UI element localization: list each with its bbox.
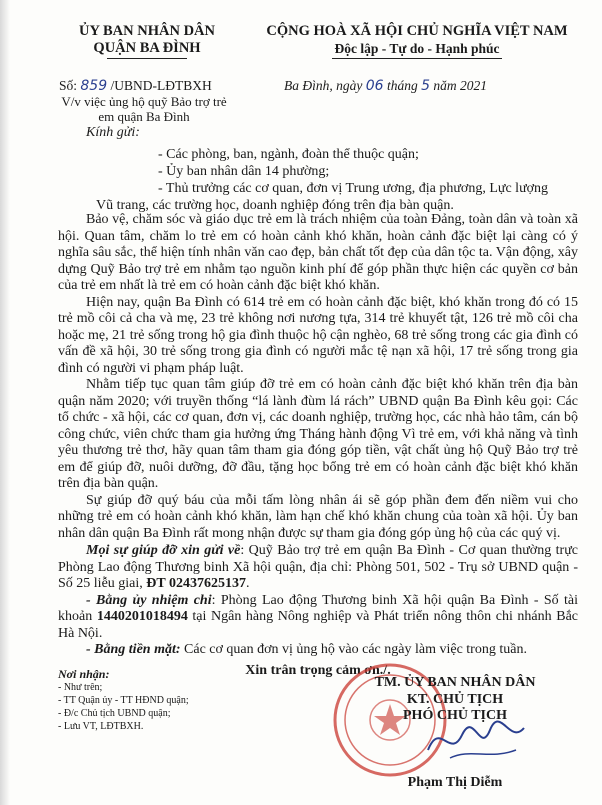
motto-underline: [332, 58, 502, 59]
paragraph-cash: [58, 642, 578, 659]
document-date: [284, 78, 487, 94]
receivers-title: Nơi nhận:: [58, 667, 110, 681]
handwritten-signature-icon: [420, 710, 530, 770]
org-underline: [107, 58, 187, 59]
cash-text: Các cơ quan đơn vị ủng hộ vào các ngày làm việc trong tuần.: [180, 642, 527, 657]
paragraph-transfer: [58, 593, 578, 643]
number-suffix: /UBND-LĐTBXH: [110, 78, 212, 93]
handwritten-number: 859: [80, 78, 108, 94]
signatory-name: Phạm Thị Diễm: [407, 775, 503, 790]
receiver-item: - TT Quận ủy - TT HĐND quận;: [58, 695, 189, 706]
document-number: [59, 78, 212, 94]
signature-line-2: KT. CHỦ TỊCH: [406, 691, 504, 707]
handwritten-month: 5: [421, 78, 431, 94]
paragraph-2: Hiện nay, quận Ba Đình có 614 trẻ em có hoàn cảnh đặc biệt, khó khăn trong đó có 15 trẻ mồ côi cả cha và mẹ, 23 trẻ không nơi nương tựa, 314 trẻ khuyết tật, 126 trẻ mồ côi cha hoặc mẹ, 21 trẻ sống trong hộ gia đình thuộc hộ cận nghèo, 68 trẻ sống trong các gia đình có vấn đề xã hội, 30 trẻ sống trong gia đình có người mắc tệ nạn xã hội, 17 trẻ sống trong gia đình có người vi phạm pháp luật.: [58, 294, 578, 376]
contact-end: .: [245, 576, 250, 591]
receiver-item: - Như trên;: [58, 682, 103, 693]
number-prefix: Số:: [59, 78, 78, 93]
national-header: [258, 23, 576, 59]
closing-line: Xin trân trọng cảm ơn./.: [245, 662, 391, 678]
nation-motto: Độc lập - Tự do - Hạnh phúc: [334, 41, 500, 56]
recipient-continuation: Vũ trang, các trường học, doanh nghiệp đóng trên địa bàn quận.: [96, 198, 454, 213]
signature-line-1: TM. ỦY BAN NHÂN DÂN: [374, 675, 536, 690]
cash-label: - Bằng tiền mặt:: [86, 642, 181, 657]
handwritten-day: 06: [365, 78, 384, 94]
paragraph-contact: [58, 543, 578, 593]
page-edge-shadow: [0, 0, 10, 805]
paragraph-3: Nhằm tiếp tục quan tâm giúp đỡ trẻ em có hoàn cảnh đặc biệt khó khăn trên địa bàn quận năm 2020; với truyền thống “lá lành đùm lá rách” UBND quận Ba Đình kêu gọi: Các tổ chức - xã hội, các cơ quan, đơn vị, các doanh nghiệp, trường học, các nhà hảo tâm, cán bộ công chức, viên chức tham gia hưởng ứng Tháng hành động Vì trẻ em, với khả năng và tình yêu thương trẻ thơ, hãy quan tâm tham gia đóng góp tiền, vật chất ủng hộ Quỹ Bảo trợ trẻ em để giúp đỡ, nuôi dưỡng, đỡ đầu, tặng học bổng trẻ em có hoàn cảnh đặc biệt khó khăn trên địa bàn quận.: [58, 377, 578, 491]
org-line-1: ỦY BAN NHÂN DÂN: [78, 23, 215, 39]
letter-body: [58, 212, 578, 679]
transfer-label: - Bằng ủy nhiệm chi: [86, 592, 212, 608]
date-place: Ba Đình, ngày: [284, 78, 363, 93]
document-subject: V/v việc ủng hộ quỹ Bảo trợ trẻ em quận Ba Đình: [61, 94, 227, 124]
signature-line-3: PHÓ CHỦ TỊCH: [403, 708, 507, 723]
greeting: Kính gửi:: [86, 125, 140, 140]
date-year: năm 2021: [433, 78, 488, 93]
account-number: 1440201018494: [96, 609, 188, 624]
nation-line-1: CỘNG HOÀ XÃ HỘI CHỦ NGHĨA VIỆT NAM: [266, 23, 568, 39]
recipient-item: - Ủy ban nhân dân 14 phường;: [158, 164, 330, 179]
paragraph-4: Sự giúp đỡ quý báu của mỗi tấm lòng nhân ái sẽ góp phần đem đến niềm vui cho những trẻ em có hoàn cảnh khó khăn, làm hạn chế khó khăn chung của toàn xã hội. Ủy ban nhân dân quận Ba Đình rất mong nhận được sự tham gia đóng góp ủng hộ của các quý vị.: [58, 492, 578, 541]
receiver-item: - Lưu VT, LĐTBXH.: [58, 721, 144, 732]
date-month-label: tháng: [386, 78, 418, 93]
receivers-block: [58, 667, 278, 733]
recipient-item: - Các phòng, ban, ngành, đoàn thể thuộc quận;: [158, 147, 419, 162]
recipient-item: - Thủ trưởng các cơ quan, đơn vị Trung ương, địa phương, Lực lượng: [158, 181, 549, 196]
organization-header: [52, 23, 242, 59]
transfer-text: : Phòng Lao động Thương binh Xã hội quận Ba Đình - Số tài khoản: [58, 592, 578, 624]
org-line-2: QUẬN BA ĐÌNH: [93, 40, 201, 56]
receiver-item: - Đ/c Chủ tịch UBND quận;: [58, 708, 171, 719]
contact-label: Mọi sự giúp đỡ xin gửi về: [86, 543, 241, 558]
contact-phone: ĐT 02437625137: [146, 576, 246, 591]
contact-text: : Quỹ Bảo trợ trẻ em quận Ba Đình - Cơ quan thường trực Phòng Lao động Thương binh Xã hội quận, địa chỉ: Phòng 501, 502 - Trụ sở UBND quận - Số 25 liễu giai,: [58, 543, 578, 591]
transfer-end: tại Ngân hàng Nông nghiệp và Phát triển nông thôn chi nhánh Bắc Hà Nội.: [58, 609, 578, 641]
recipient-list: [96, 146, 578, 214]
paragraph-1: Bảo vệ, chăm sóc và giáo dục trẻ em là trách nhiệm của toàn Đảng, toàn dân và toàn xã hội. Quan tâm, chăm lo trẻ em có hoàn cảnh khó khăn, hoàn cảnh đặc biệt lại càng có ý nghĩa sâu sắc, thể hiện tính nhân văn cao đẹp, bản chất tốt đẹp của dân tộc ta. Vận động, xây dựng Quỹ Bảo trợ trẻ em nhằm tạo nguồn kinh phí để góp phần thực hiện các quyền cơ bản của trẻ em nhất là trẻ em có hoàn cảnh đặc biệt khó khăn.: [58, 212, 578, 293]
